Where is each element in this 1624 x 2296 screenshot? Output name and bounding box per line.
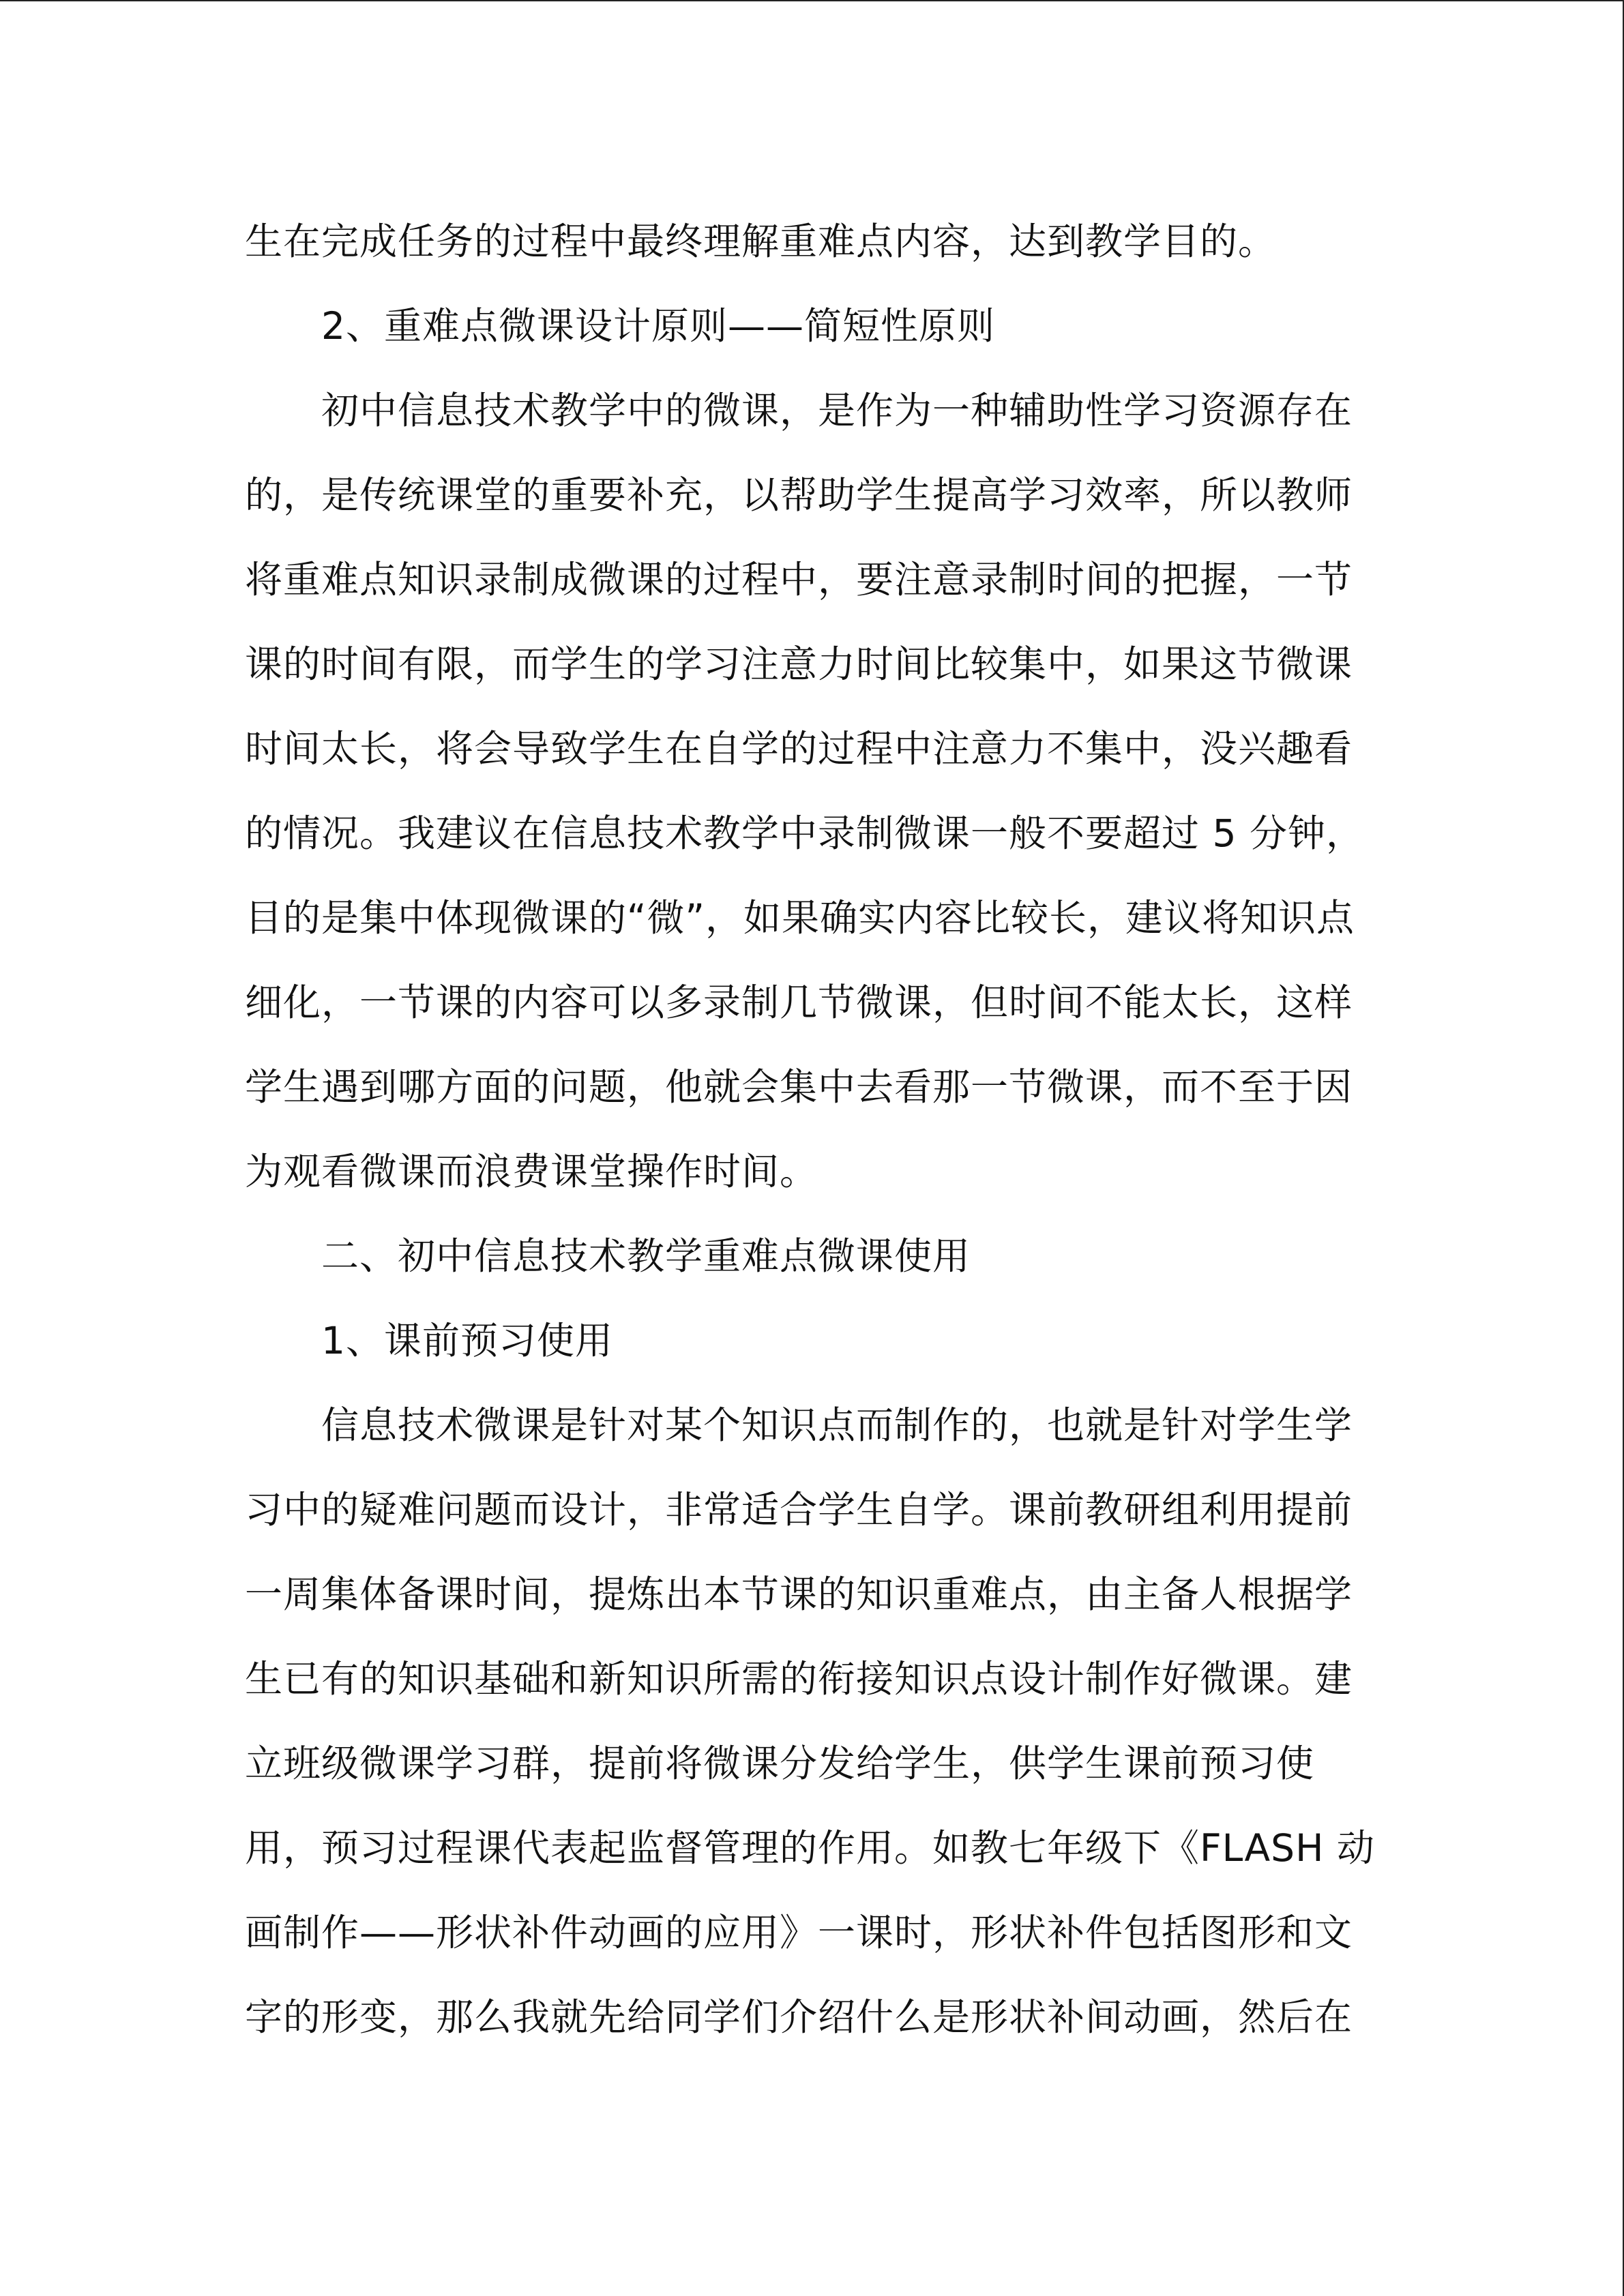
text-line: 为观看微课而浪费课堂操作时间。 <box>245 1150 818 1193</box>
body-text <box>245 199 1377 2059</box>
text-line: 时间太长，将会导致学生在自学的过程中注意力不集中，没兴趣看 <box>245 727 1353 771</box>
text-line: 目的是集中体现微课的“微”，如果确实内容比较长，建议将知识点 <box>245 896 1355 940</box>
section-heading: 二、初中信息技术教学重难点微课使用 <box>321 1234 971 1278</box>
text-line: 生在完成任务的过程中最终理解重难点内容，达到教学目的。 <box>245 220 1277 263</box>
text-line: 生已有的知识基础和新知识所需的衔接知识点设计制作好微课。建 <box>245 1657 1353 1701</box>
text-line: 的情况。我建议在信息技术教学中录制微课一般不要超过 5 分钟， <box>245 811 1364 855</box>
text-line: 用，预习过程课代表起监督管理的作用。如教七年级下《FLASH 动 <box>245 1826 1375 1870</box>
text-line: 字的形变，那么我就先给同学们介绍什么是形状补间动画，然后在 <box>245 1995 1353 2039</box>
text-line: 立班级微课学习群，提前将微课分发给学生，供学生课前预习使 <box>245 1742 1315 1785</box>
text-line: 的，是传统课堂的重要补充，以帮助学生提高学习效率，所以教师 <box>245 473 1353 517</box>
text-line: 课的时间有限，而学生的学习注意力时间比较集中，如果这节微课 <box>245 642 1353 686</box>
text-line: 一周集体备课时间，提炼出本节课的知识重难点，由主备人根据学 <box>245 1572 1353 1616</box>
section-heading: 1、课前预习使用 <box>321 1319 613 1362</box>
text-line: 画制作——形状补件动画的应用》一课时，形状补件包括图形和文 <box>245 1911 1353 1954</box>
text-line: 将重难点知识录制成微课的过程中，要注意录制时间的把握，一节 <box>245 558 1353 601</box>
text-line: 初中信息技术教学中的微课，是作为一种辅助性学习资源存在 <box>321 389 1353 432</box>
text-line: 习中的疑难问题而设计，非常适合学生自学。课前教研组利用提前 <box>245 1488 1353 1532</box>
text-line: 学生遇到哪方面的问题，他就会集中去看那一节微课，而不至于因 <box>245 1065 1353 1109</box>
section-heading: 2、重难点微课设计原则——简短性原则 <box>321 304 995 348</box>
text-line: 信息技术微课是针对某个知识点而制作的，也就是针对学生学 <box>321 1403 1353 1447</box>
text-line: 细化，一节课的内容可以多录制几节微课，但时间不能太长，这样 <box>245 981 1353 1024</box>
